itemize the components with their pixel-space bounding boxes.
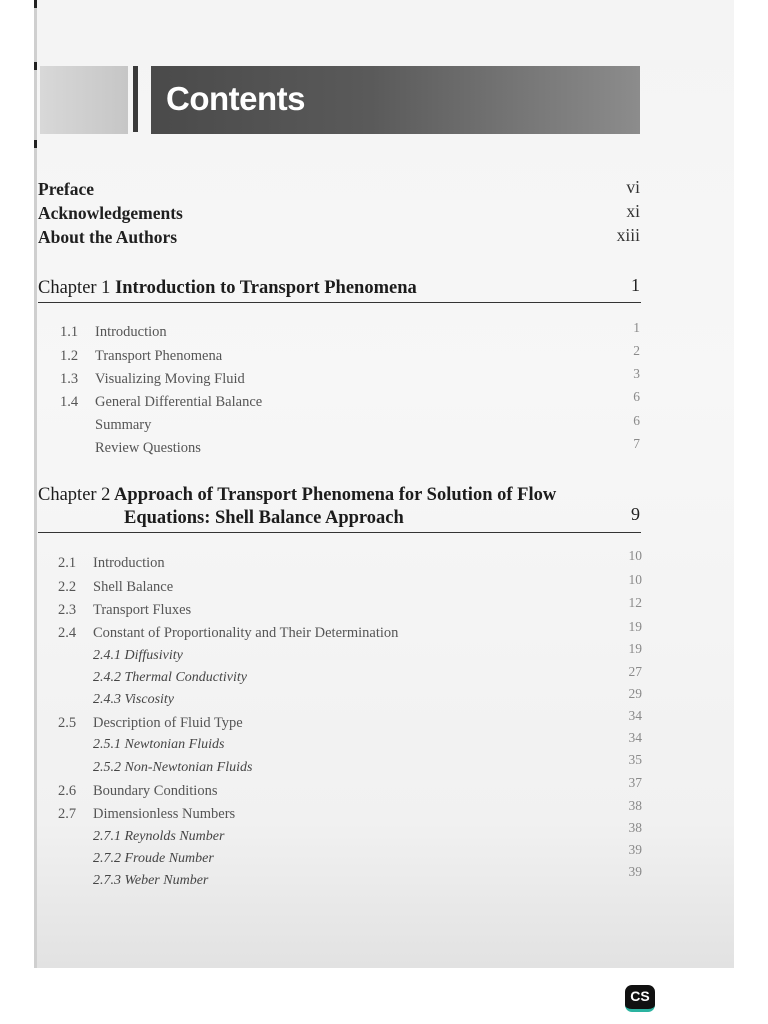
section-number: 1.4 bbox=[60, 394, 79, 410]
section-title: Shell Balance bbox=[93, 579, 174, 595]
chapter-title: Approach of Transport Phenomena for Solution of Flow bbox=[114, 485, 557, 505]
camscanner-logo-icon: CS bbox=[625, 985, 655, 1012]
page-title: Contents bbox=[166, 80, 305, 117]
toc-page-number: xiii bbox=[616, 225, 640, 245]
section-number: 2.2 bbox=[58, 579, 77, 595]
section-page-number: 38 bbox=[628, 820, 642, 835]
section-title: General Differential Balance bbox=[95, 394, 263, 410]
binding-mark bbox=[34, 140, 37, 148]
section-title: Constant of Proportionality and Their Determination bbox=[93, 625, 399, 641]
section-number: 2.4 bbox=[58, 625, 77, 641]
section-page-number: 19 bbox=[628, 641, 642, 656]
subsection-title: 2.4.2 Thermal Conductivity bbox=[93, 670, 247, 685]
section-number: 2.5 bbox=[58, 715, 77, 731]
section-page-number: 38 bbox=[628, 798, 642, 813]
section-number: 2.6 bbox=[58, 783, 77, 799]
toc-entry-about-authors: About the Authors bbox=[38, 227, 178, 247]
banner-divider bbox=[133, 66, 138, 132]
toc-entry-acknowledgements: Acknowledgements bbox=[38, 203, 183, 223]
chapter-rule bbox=[38, 532, 641, 533]
section-page-number: 19 bbox=[628, 619, 642, 634]
section-number: 1.3 bbox=[60, 371, 79, 387]
section-page-number: 34 bbox=[628, 730, 642, 745]
section-title-review-questions: Review Questions bbox=[95, 440, 201, 456]
chapter-heading bbox=[38, 278, 417, 299]
toc-page-number: vi bbox=[626, 177, 640, 197]
subsection-title: 2.5.2 Non-Newtonian Fluids bbox=[93, 760, 253, 775]
chapter-page-number: 1 bbox=[631, 275, 640, 295]
section-page-number: 3 bbox=[633, 366, 640, 381]
section-title: Boundary Conditions bbox=[93, 783, 218, 799]
subsection-title: 2.4.3 Viscosity bbox=[93, 692, 175, 707]
subsection-title: 2.7.2 Froude Number bbox=[93, 851, 214, 866]
section-title: Transport Fluxes bbox=[93, 602, 192, 618]
section-title: Dimensionless Numbers bbox=[93, 806, 236, 822]
section-title: Introduction bbox=[95, 324, 167, 340]
chapter-title: Introduction to Transport Phenomena bbox=[115, 278, 417, 298]
section-page-number: 39 bbox=[628, 842, 642, 857]
section-page-number: 35 bbox=[628, 752, 642, 767]
section-page-number: 27 bbox=[628, 664, 642, 679]
section-page-number: 12 bbox=[628, 595, 642, 610]
section-page-number: 34 bbox=[628, 708, 642, 723]
section-page-number: 6 bbox=[633, 413, 640, 428]
section-number: 1.2 bbox=[60, 348, 79, 364]
section-page-number: 39 bbox=[628, 864, 642, 879]
binding-mark bbox=[34, 0, 37, 8]
subsection-title: 2.7.1 Reynolds Number bbox=[93, 829, 225, 844]
section-page-number: 7 bbox=[633, 436, 640, 451]
subsection-title: 2.5.1 Newtonian Fluids bbox=[93, 737, 225, 752]
section-page-number: 10 bbox=[628, 548, 642, 563]
section-title: Transport Phenomena bbox=[95, 348, 223, 364]
section-page-number: 2 bbox=[633, 343, 640, 358]
chapter-heading bbox=[38, 485, 556, 506]
section-title: Visualizing Moving Fluid bbox=[95, 371, 245, 387]
section-title: Introduction bbox=[93, 555, 165, 571]
chapter-page-number: 9 bbox=[631, 504, 640, 524]
section-number: 2.7 bbox=[58, 806, 77, 822]
section-number: 2.3 bbox=[58, 602, 77, 618]
subsection-title: 2.4.1 Diffusivity bbox=[93, 648, 183, 663]
chapter-label: Chapter 2 bbox=[38, 485, 111, 505]
section-page-number: 6 bbox=[633, 389, 640, 404]
section-page-number: 29 bbox=[628, 686, 642, 701]
subsection-title: 2.7.3 Weber Number bbox=[93, 873, 209, 888]
binding-mark bbox=[34, 62, 37, 70]
toc-entry-preface: Preface bbox=[38, 179, 95, 199]
section-page-number: 1 bbox=[633, 320, 640, 335]
section-number: 2.1 bbox=[58, 555, 77, 571]
section-page-number: 10 bbox=[628, 572, 642, 587]
chapter-title-continued: Equations: Shell Balance Approach bbox=[124, 508, 404, 528]
toc-page-number: xi bbox=[626, 201, 640, 221]
section-title-summary: Summary bbox=[95, 417, 152, 433]
section-number: 1.1 bbox=[60, 324, 79, 340]
chapter-label: Chapter 1 bbox=[38, 278, 111, 298]
section-title: Description of Fluid Type bbox=[93, 715, 243, 731]
banner-light-block bbox=[40, 66, 128, 134]
chapter-rule bbox=[38, 302, 641, 303]
section-page-number: 37 bbox=[628, 775, 642, 790]
